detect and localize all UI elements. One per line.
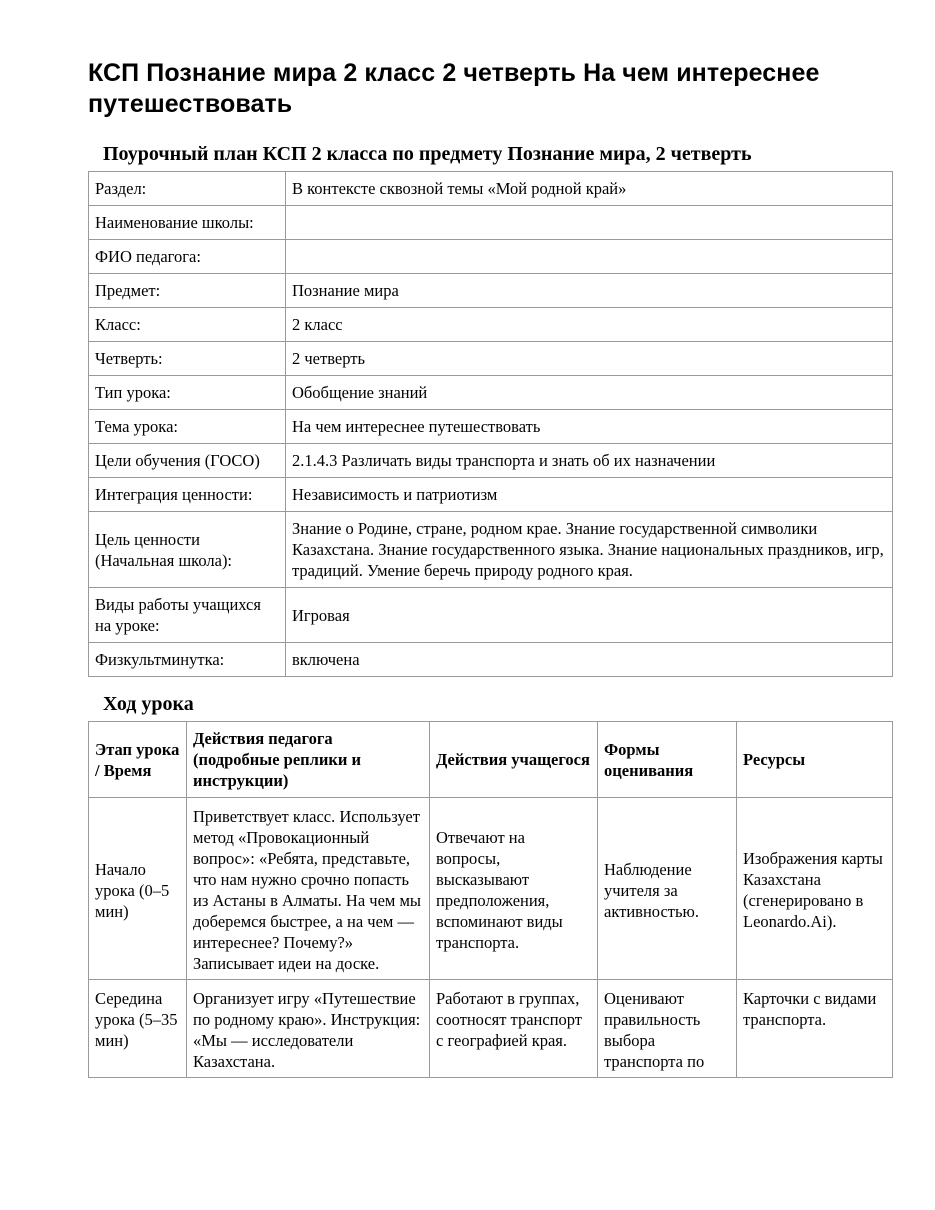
column-header: Действия педагога (подробные реплики и инструкции) [187,722,430,798]
info-value: включена [286,643,893,677]
table-row [89,274,893,308]
lesson-flow-table [88,721,893,1078]
info-value: 2.1.4.3 Различать виды транспорта и знать об их назначении [286,444,893,478]
info-label: ФИО педагога: [89,240,286,274]
info-value: Знание о Родине, стране, родном крае. Знание государственной символики Казахстана. Знание государственного языка. Знание национальных праздников, игр, традиций. Умение беречь природу родного края. [286,512,893,588]
assessment-cell: Оценивают правильность выбора транспорта по [598,980,737,1078]
info-value: На чем интереснее путешествовать [286,410,893,444]
table-row [89,206,893,240]
assessment-cell: Наблюдение учителя за активностью. [598,798,737,980]
column-header: Действия учащегося [430,722,598,798]
stage-cell: Середина урока (5–35 мин) [89,980,187,1078]
table-row [89,444,893,478]
info-label: Наименование школы: [89,206,286,240]
resources-cell: Изображения карты Казахстана (сгенерировано в Leonardo.Ai). [737,798,893,980]
info-value: Обобщение знаний [286,376,893,410]
stage-cell: Начало урока (0–5 мин) [89,798,187,980]
resources-cell: Карточки с видами транспорта. [737,980,893,1078]
info-value [286,206,893,240]
info-label: Тип урока: [89,376,286,410]
table-row [89,308,893,342]
table-row [89,980,893,1078]
info-label: Класс: [89,308,286,342]
info-label: Тема урока: [89,410,286,444]
document-page [88,58,893,1078]
info-value: 2 класс [286,308,893,342]
info-label: Цели обучения (ГОСО) [89,444,286,478]
info-label: Четверть: [89,342,286,376]
info-value: Игровая [286,588,893,643]
info-value: Познание мира [286,274,893,308]
table-row [89,172,893,206]
info-label: Предмет: [89,274,286,308]
student-actions-cell: Работают в группах, соотносят транспорт с географией края. [430,980,598,1078]
student-actions-cell: Отвечают на вопросы, высказывают предположения, вспоминают виды транспорта. [430,798,598,980]
info-label: Физкультминутка: [89,643,286,677]
teacher-actions-cell: Приветствует класс. Использует метод «Провокационный вопрос»: «Ребята, представьте, что нам нужно срочно попасть из Астаны в Алматы. На чем мы доберемся быстрее, а на чем — интереснее? Почему?» Записывает идеи на доске. [187,798,430,980]
table-row [89,798,893,980]
lesson-flow-heading: Ход урока [103,693,194,715]
table-row [89,376,893,410]
info-label: Виды работы учащихся на уроке: [89,588,286,643]
teacher-actions-cell: Организует игру «Путешествие по родному краю». Инструкция: «Мы — исследователи Казахстана. [187,980,430,1078]
table-row [89,588,893,643]
info-value: Независимость и патриотизм [286,478,893,512]
info-value: В контексте сквозной темы «Мой родной край» [286,172,893,206]
table-row [89,410,893,444]
info-value: 2 четверть [286,342,893,376]
table-row [89,342,893,376]
info-label: Интеграция ценности: [89,478,286,512]
table-row [89,240,893,274]
column-header: Формы оценивания [598,722,737,798]
info-value [286,240,893,274]
lesson-info-table [88,171,893,677]
table-header-row [89,722,893,798]
column-header: Этап урока / Время [89,722,187,798]
column-header: Ресурсы [737,722,893,798]
info-label: Раздел: [89,172,286,206]
plan-heading: Поурочный план КСП 2 класса по предмету Познание мира, 2 четверть [103,143,752,165]
document-title: КСП Познание мира 2 класс 2 четверть На чем интереснее путешествовать [88,59,820,118]
info-label: Цель ценности (Начальная школа): [89,512,286,588]
table-row [89,478,893,512]
table-row [89,512,893,588]
table-row [89,643,893,677]
